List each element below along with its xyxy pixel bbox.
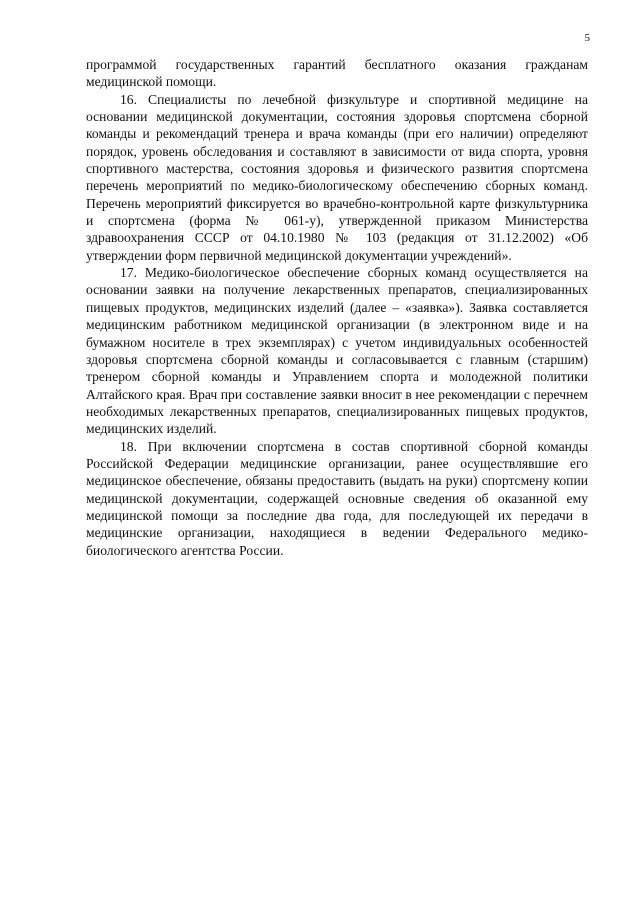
document-body: [86, 56, 588, 559]
paragraph-18: 18. При включении спортсмена в состав спортивной сборной команды Российской Федерации медицинские организации, ранее осуществлявшие его медицинское обеспечение, обязаны предоставить (выдать на руки) спортсмену копии медицинской документации, содержащей основные сведения об оказанной ему медицинской помощи за последние два года, для последующей их передачи в медицинские организации, находящиеся в ведении Федерального медико-биологического агентства России.: [86, 438, 588, 558]
paragraph-16: 16. Специалисты по лечебной физкультуре и спортивной медицине на основании медицинской документации, состояния здоровья спортсмена сборной команды и рекомендаций тренера и врача команды (при его наличии) определяют порядок, уровень обследования и составляют в зависимости от вида спорта, уровня спортивного мастерства, состояния здоровья и физического развития спортсмена перечень мероприятий по медико-биологическому обеспечению сборных команд. Перечень мероприятий фиксируется во врачебно-контрольной карте физкультурника и спортсмена (форма № 061-у), утвержденной приказом Министерства здравоохранения СССР от 04.10.1980 № 103 (редакция от 31.12.2002) «Об утверждении форм первичной медицинской документации учреждений».: [86, 91, 588, 263]
paragraph-continuation: программой государственных гарантий бесплатного оказания гражданам медицинской помощи.: [86, 57, 588, 90]
paragraph-17: 17. Медико-биологическое обеспечение сборных команд осуществляется на основании заявки на получение лекарственных препаратов, специализированных пищевых продуктов, медицинских изделий (далее – «заявка»). Заявка составляется медицинским работником медицинской организации (в электронном виде и на бумажном носителе в трех экземплярах) с учетом индивидуальных особенностей здоровья спортсмена сборной команды и согласовывается с главным (старшим) тренером сборной команды и Управлением спорта и молодежной политики Алтайского края. Врач при составление заявки вносит в нее рекомендации с перечнем необходимых лекарственных препаратов, специализированных пищевых продуктов, медицинских изделий.: [86, 265, 588, 437]
page-number: 5: [584, 32, 590, 44]
